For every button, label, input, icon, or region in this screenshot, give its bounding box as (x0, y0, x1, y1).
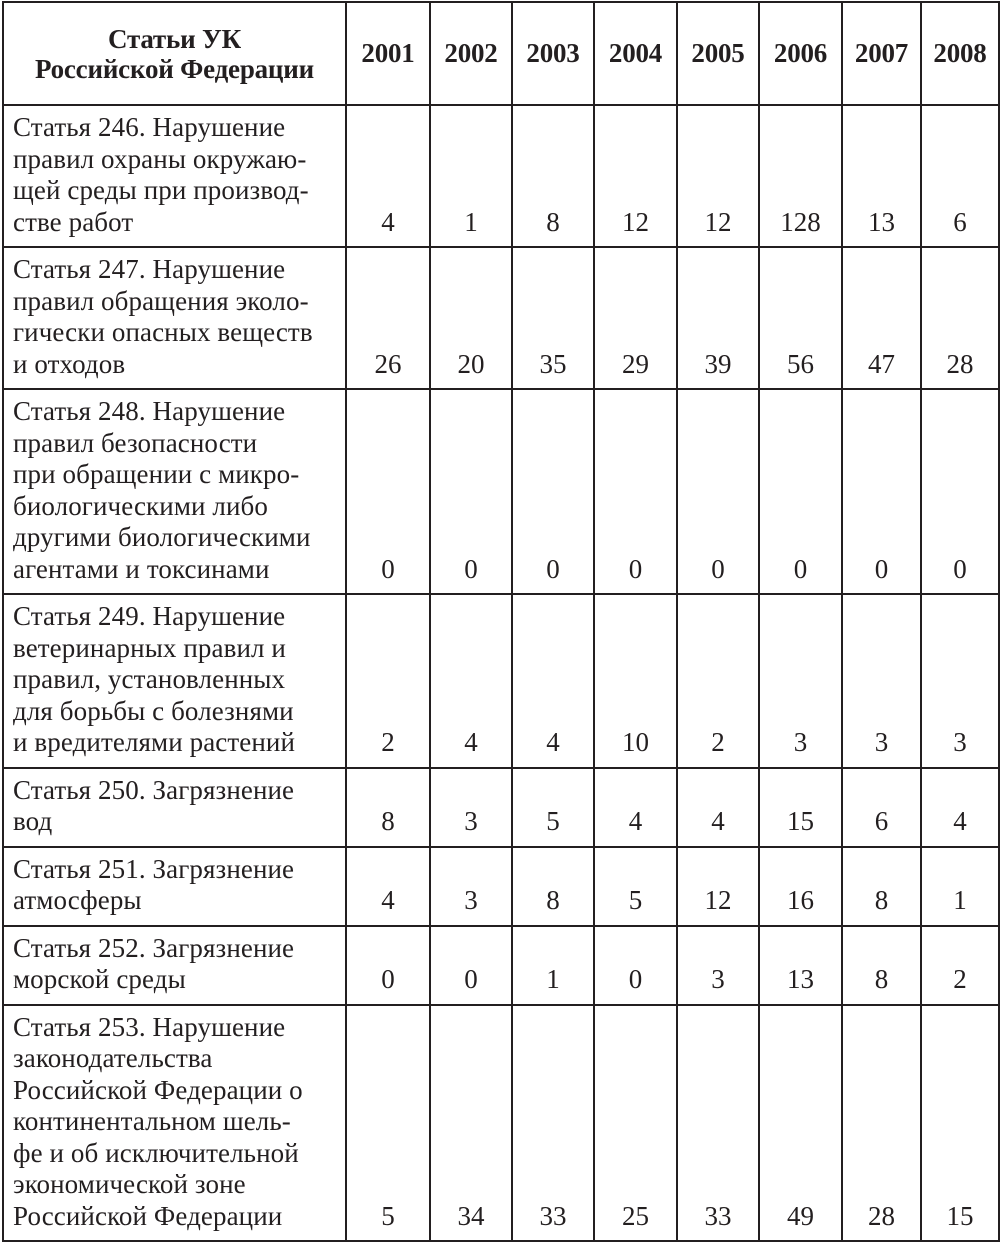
value-cell: 33 (512, 1005, 594, 1242)
value-cell: 26 (346, 247, 430, 389)
article-text-line: законодательства (13, 1043, 213, 1073)
value-cell: 29 (594, 247, 677, 389)
value-cell: 2 (677, 594, 759, 768)
article-text-line: правил, установленных (13, 664, 286, 694)
article-text-line: гически опасных веществ (13, 317, 313, 347)
article-cell (3, 768, 346, 847)
article-text-line: правил безопасности (13, 427, 258, 458)
header-year: 2008 (921, 2, 999, 105)
header-year: 2001 (346, 2, 430, 105)
crime-statistics-table (2, 1, 1000, 1242)
table-row (3, 594, 999, 768)
value-cell: 4 (677, 768, 759, 847)
article-text-line: правил обращения эколо- (13, 285, 309, 316)
table-header-row (3, 2, 999, 105)
header-year: 2004 (594, 2, 677, 105)
table-row (3, 768, 999, 847)
table-row (3, 389, 999, 594)
header-article-line: Статьи УК (108, 23, 241, 54)
article-cell (3, 926, 346, 1005)
article-text-line: атмосферы (13, 885, 142, 915)
value-cell: 28 (921, 247, 999, 389)
value-cell: 6 (921, 105, 999, 247)
article-cell (3, 105, 346, 247)
value-cell: 13 (759, 926, 842, 1005)
article-text-line: Статья 247. Нарушение (13, 254, 286, 284)
article-text-line: биологическими либо (13, 490, 268, 521)
header-year: 2003 (512, 2, 594, 105)
value-cell: 8 (842, 847, 921, 926)
value-cell: 3 (430, 847, 512, 926)
value-cell: 0 (842, 389, 921, 594)
value-cell: 15 (759, 768, 842, 847)
value-cell: 1 (430, 105, 512, 247)
table-row (3, 1005, 999, 1242)
table-row (3, 926, 999, 1005)
article-text-line: для борьбы с болезнями (13, 695, 294, 726)
table-row (3, 105, 999, 247)
article-text-line: Статья 250. Загрязнение (13, 774, 295, 805)
value-cell: 0 (677, 389, 759, 594)
value-cell: 4 (512, 594, 594, 768)
header-year: 2007 (842, 2, 921, 105)
value-cell: 0 (346, 926, 430, 1005)
value-cell: 2 (921, 926, 999, 1005)
value-cell: 12 (594, 105, 677, 247)
value-cell: 0 (512, 389, 594, 594)
value-cell: 10 (594, 594, 677, 768)
value-cell: 49 (759, 1005, 842, 1242)
value-cell: 15 (921, 1005, 999, 1242)
value-cell: 2 (346, 594, 430, 768)
value-cell: 4 (594, 768, 677, 847)
value-cell: 8 (842, 926, 921, 1005)
value-cell: 35 (512, 247, 594, 389)
value-cell: 39 (677, 247, 759, 389)
article-text-line: вод (13, 806, 53, 836)
value-cell: 0 (430, 389, 512, 594)
value-cell: 56 (759, 247, 842, 389)
value-cell: 1 (512, 926, 594, 1005)
article-text-line: и отходов (13, 348, 126, 379)
value-cell: 5 (512, 768, 594, 847)
header-year: 2002 (430, 2, 512, 105)
article-text-line: фе и об исключительной (13, 1137, 299, 1168)
value-cell: 0 (430, 926, 512, 1005)
article-text-line: правил охраны окружаю- (13, 143, 307, 174)
article-text-line: морской среды (13, 964, 186, 994)
value-cell: 3 (759, 594, 842, 768)
header-article-column (3, 2, 346, 105)
article-text-line: Статья 251. Загрязнение (13, 853, 295, 884)
value-cell: 13 (842, 105, 921, 247)
table-row (3, 847, 999, 926)
value-cell: 3 (842, 594, 921, 768)
article-text-line: ветеринарных правил и (13, 632, 286, 663)
value-cell: 6 (842, 768, 921, 847)
article-cell (3, 389, 346, 594)
value-cell: 8 (346, 768, 430, 847)
header-year: 2005 (677, 2, 759, 105)
article-text-line: и вредителями растений (13, 727, 296, 757)
value-cell: 16 (759, 847, 842, 926)
value-cell: 20 (430, 247, 512, 389)
value-cell: 8 (512, 105, 594, 247)
value-cell: 47 (842, 247, 921, 389)
article-text-line: при обращении с микро- (13, 459, 300, 489)
article-text-line: Российской Федерации о (13, 1074, 303, 1105)
article-text-line: агентами и токсинами (13, 553, 270, 584)
value-cell: 5 (594, 847, 677, 926)
article-cell (3, 1005, 346, 1242)
article-text-line: Статья 253. Нарушение (13, 1011, 286, 1042)
article-text-line: Российской Федерации (13, 1200, 283, 1231)
value-cell: 12 (677, 105, 759, 247)
article-text-line: стве работ (13, 206, 134, 237)
value-cell: 4 (430, 594, 512, 768)
value-cell: 3 (430, 768, 512, 847)
value-cell: 1 (921, 847, 999, 926)
article-cell (3, 594, 346, 768)
value-cell: 28 (842, 1005, 921, 1242)
header-article-line: Российской Федерации (34, 53, 315, 84)
article-text-line: континентальном шель- (13, 1106, 291, 1136)
value-cell: 12 (677, 847, 759, 926)
article-text-line: щей среды при производ- (13, 175, 309, 205)
value-cell: 4 (346, 105, 430, 247)
value-cell: 4 (921, 768, 999, 847)
value-cell: 0 (346, 389, 430, 594)
article-text-line: Статья 246. Нарушение (13, 112, 286, 142)
value-cell: 0 (594, 926, 677, 1005)
article-text-line: другими биологическими (13, 522, 311, 552)
article-text-line: экономической зоне (13, 1169, 246, 1199)
value-cell: 5 (346, 1005, 430, 1242)
table-row (3, 247, 999, 389)
value-cell: 0 (759, 389, 842, 594)
value-cell: 4 (346, 847, 430, 926)
article-text-line: Статья 248. Нарушение (13, 396, 286, 426)
value-cell: 25 (594, 1005, 677, 1242)
value-cell: 0 (921, 389, 999, 594)
value-cell: 33 (677, 1005, 759, 1242)
value-cell: 3 (677, 926, 759, 1005)
value-cell: 128 (759, 105, 842, 247)
article-cell (3, 847, 346, 926)
value-cell: 34 (430, 1005, 512, 1242)
article-text-line: Статья 252. Загрязнение (13, 932, 295, 963)
article-text-line: Статья 249. Нарушение (13, 601, 286, 631)
value-cell: 3 (921, 594, 999, 768)
article-cell (3, 247, 346, 389)
header-year: 2006 (759, 2, 842, 105)
value-cell: 0 (594, 389, 677, 594)
table-body (3, 105, 999, 1241)
value-cell: 8 (512, 847, 594, 926)
